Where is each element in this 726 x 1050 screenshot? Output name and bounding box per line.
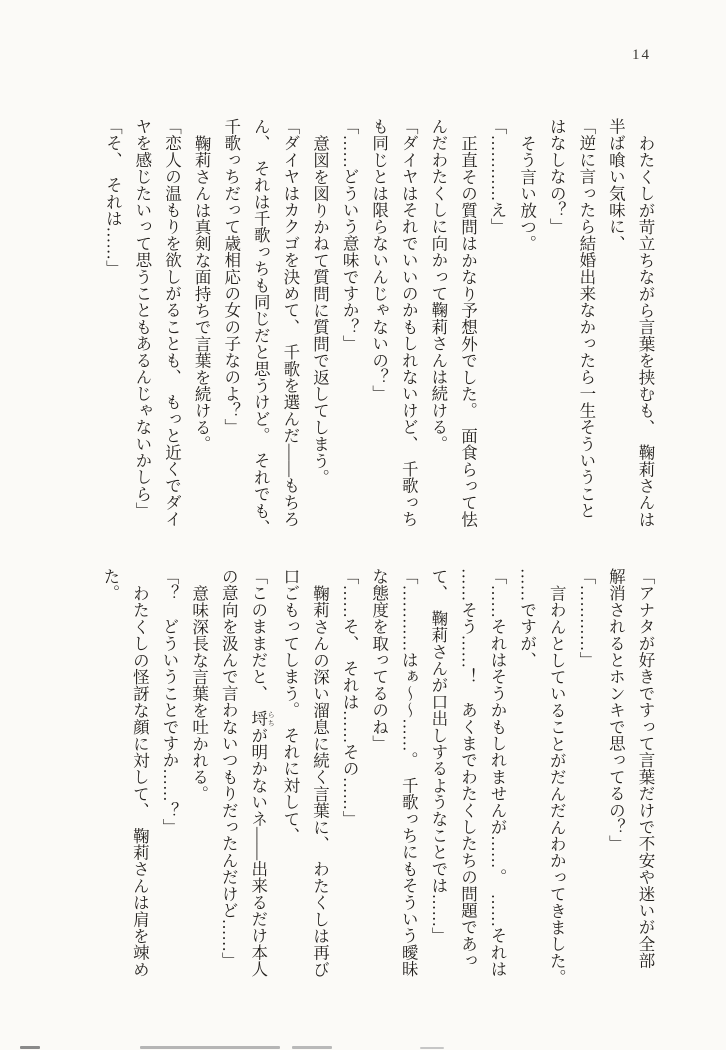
text-column: 「…………え」	[488, 118, 508, 235]
text-column: 「ダイヤはそれでいいのかもしれないけど、 千歌っち	[399, 118, 419, 528]
text-column: ヤを感じたいって思うこともあるんじゃないかしら」	[132, 118, 152, 519]
upper-text-block	[98, 118, 660, 536]
text-column: 「アナタが好きですって言葉だけで不安や迷いが全部	[636, 568, 655, 969]
text-column: 「……それはそうかもしれませんが……。 ……それは	[488, 568, 508, 978]
text-column: はなしなの？」	[547, 118, 567, 235]
text-column: そう言い放つ。	[517, 134, 537, 252]
text-column: 口ごもってしまう。 それに対して、	[280, 568, 300, 844]
text-column: わたくしが苛立ちながら言葉を挟むも、 鞠莉さんは	[636, 134, 655, 528]
text-column: 「逆に言ったら結婚出来なかったら一生そういうこと	[576, 118, 596, 519]
text-column: の意向を汲んで言わないつもりだったんだけど……」	[219, 568, 239, 969]
scan-smudge	[20, 1046, 40, 1049]
text-column: も同じとは限らないんじゃないの？」	[369, 118, 389, 402]
text-column: 「そ、 それは……」	[103, 118, 123, 277]
text-column: わたくしの怪訝な顔に対して、 鞠莉さんは肩を竦め	[130, 584, 150, 978]
text-column: 鞠莉さんの深い溜息に続く言葉に、 わたくしは再び	[310, 584, 330, 978]
text-column: 意図を図りかねて質問に質問で返してしまう。	[310, 134, 330, 486]
scan-smudge	[292, 1046, 332, 1049]
text-column: 「？ どういうことですか……？」	[160, 568, 179, 836]
scan-smudge	[140, 1046, 280, 1049]
text-column: ん、 それは千歌っちも同じだと思うけど。 それでも、	[251, 118, 271, 536]
text-column: 「…………」	[576, 568, 596, 669]
text-column: た。	[100, 568, 120, 602]
text-column: 半ば喰い気味に、	[606, 118, 626, 252]
scan-smudge	[420, 1047, 444, 1049]
text-column: 「……そ、 それは……その……」	[340, 568, 360, 827]
text-column: 解消されるとホンキで思ってるの？」	[606, 568, 626, 852]
lower-text-block	[95, 568, 660, 986]
text-column: 「恋人の温もりを欲しがることも、 もっと近くでダイ	[162, 118, 182, 528]
text-column: 「このままだと、 埒 らちが明かないネ――出来るだけ本人	[248, 568, 276, 978]
text-column: て、 鞠莉さんが口出しするようなことでは……」	[428, 568, 448, 944]
text-column: 「…………はぁ～～……。 千歌っちにもそういう曖昧	[399, 568, 419, 978]
page-number: 14	[632, 47, 651, 63]
text-column: 鞠莉さんは真剣な面持ちで言葉を続ける。	[192, 134, 212, 452]
scan-artifact-marks	[0, 1042, 726, 1050]
text-column: ……そう……！ あくまでわたくしたちの問題であっ	[458, 568, 478, 969]
text-column: ……ですが、	[517, 568, 537, 669]
text-column: 「ダイヤはカクゴを決めて、 千歌を選んだ――もちろ	[280, 118, 300, 528]
text-column: 意味深長な言葉を吐かれる。	[189, 584, 209, 802]
text-column: な態度を取ってるのね」	[369, 568, 389, 752]
text-column: んだわたくしに向かって鞠莉さんは続ける。	[428, 118, 448, 452]
text-column: 千歌っちだって歳相応の女の子なのよ？」	[221, 118, 241, 436]
text-column: 「……どういう意味ですか？」	[340, 118, 360, 352]
text-column: 言わんとしていることがだんだんわかってきました。	[547, 584, 567, 986]
text-column: 正直その質問はかなり予想外でした。 面食らって怯	[458, 134, 478, 528]
